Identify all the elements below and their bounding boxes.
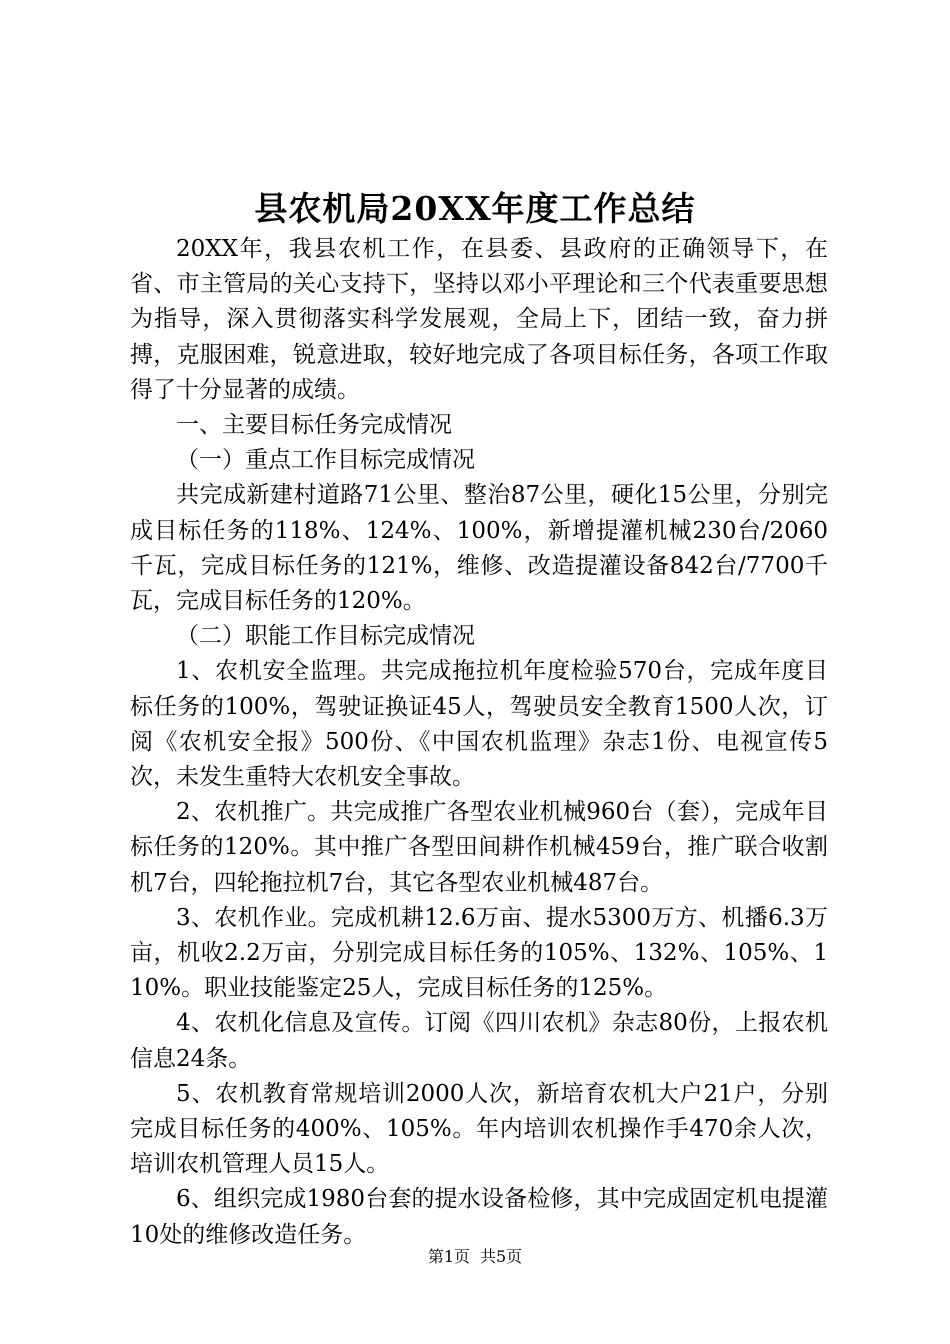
paragraph-item-3: 3、农机作业。完成机耕12.6万亩、提水5300万方、机播6.3万亩，机收2.2万亩，分别完成目标任务的105%、132%、105%、110%。职业技能鉴定25人，完成目标任务的125%。: [130, 904, 828, 1002]
page-count: 共5页: [480, 1247, 523, 1266]
paragraph-item-5: 5、农机教育常规培训2000人次，新培育农机大户21户，分别完成目标任务的400%、105%。年内培训农机操作手470余人次，培训农机管理人员15人。: [130, 1080, 828, 1178]
paragraph-item-4: 4、农机化信息及宣传。订阅《四川农机》杂志80份，上报农机信息24条。: [130, 1010, 828, 1072]
section-heading-1: 一、主要目标任务完成情况: [176, 412, 452, 439]
subsection-heading-1: （一）重点工作目标完成情况: [176, 447, 475, 474]
page-number: 第1页: [427, 1247, 470, 1266]
document-title: 县农机局20XX年度工作总结: [254, 189, 696, 228]
subsection-heading-2: （二）职能工作目标完成情况: [176, 623, 475, 650]
paragraph-intro: 20XX年，我县农机工作，在县委、县政府的正确领导下，在省、市主管局的关心支持下，坚持以邓小平理论和三个代表重要思想为指导，深入贯彻落实科学发展观，全局上下，团结一致，奋力拼搏，克服困难，锐意进取，较好地完成了各项目标任务，各项工作取得了十分显著的成绩。: [130, 236, 828, 403]
document-body: [130, 232, 828, 1253]
page-footer: [0, 1246, 950, 1268]
paragraph-item-1: 1、农机安全监理。共完成拖拉机年度检验570台，完成年度目标任务的100%，驾驶证换证45人，驾驶员安全教育1500人次，订阅《农机安全报》500份、《中国农机监理》杂志1份、电视宣传5次，未发生重特大农机安全事故。: [130, 658, 828, 791]
paragraph-key-work: 共完成新建村道路71公里、整治87公里，硬化15公里，分别完成目标任务的118%、124%、100%，新增提灌机械230台/2060千瓦，完成目标任务的121%，维修、改造提灌设备842台/7700千瓦，完成目标任务的120%。: [130, 482, 828, 615]
paragraph-item-6: 6、组织完成1980台套的提水设备检修，其中完成固定机电提灌10处的维修改造任务。: [130, 1186, 828, 1248]
paragraph-item-2: 2、农机推广。共完成推广各型农业机械960台（套），完成年目标任务的120%。其中推广各型田间耕作机械459台，推广联合收割机7台，四轮拖拉机7台，其它各型农业机械487台。: [130, 799, 828, 896]
